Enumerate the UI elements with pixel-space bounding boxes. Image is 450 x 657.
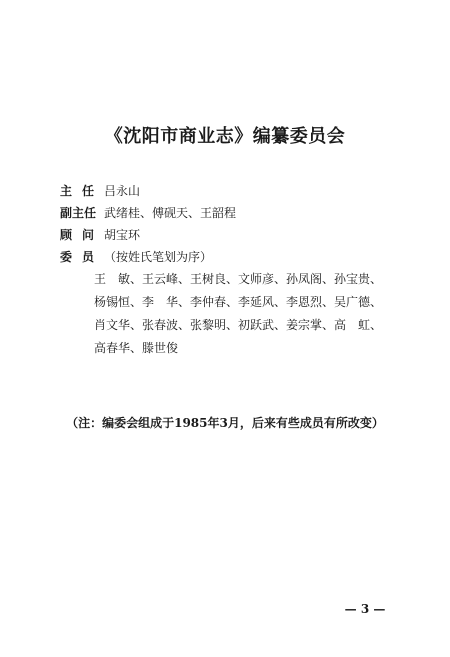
role-label-advisor: 顾问 [60, 228, 105, 242]
members-line: 王 敏、王云峰、王树良、文师彦、孙凤阁、孙宝贵、 [94, 272, 383, 286]
roster-row-advisor [60, 224, 400, 246]
page-number: — 3 — [344, 602, 386, 616]
members-line: 高春华、滕世俊 [94, 341, 179, 355]
footnote: （注：编委会组成于1985年3月，后来有些成员有所改变） [66, 416, 384, 430]
page-title: 《沈阳市商业志》编纂委员会 [104, 126, 346, 147]
roster-row-director [60, 180, 400, 202]
role-label-members: 委员 [60, 250, 105, 264]
role-label-deputy: 副主任 [60, 206, 97, 220]
roster-row-members [60, 246, 400, 268]
members-line: 肖文华、张春波、张黎明、初跃武、姜宗掌、高 虹、 [94, 318, 383, 332]
names-director: 吕永山 [104, 184, 141, 198]
members-line: 杨锡恒、李 华、李仲春、李延风、李恩烈、吴广德、 [94, 295, 383, 309]
names-deputy: 武绪桂、傅砚天、王韶程 [104, 206, 237, 220]
members-list [60, 268, 400, 360]
committee-roster [60, 180, 400, 360]
members-order-note: （按姓氏笔划为序） [104, 250, 213, 264]
roster-row-deputy [60, 202, 400, 224]
role-label-director: 主任 [60, 184, 105, 198]
names-advisor: 胡宝环 [104, 228, 141, 242]
